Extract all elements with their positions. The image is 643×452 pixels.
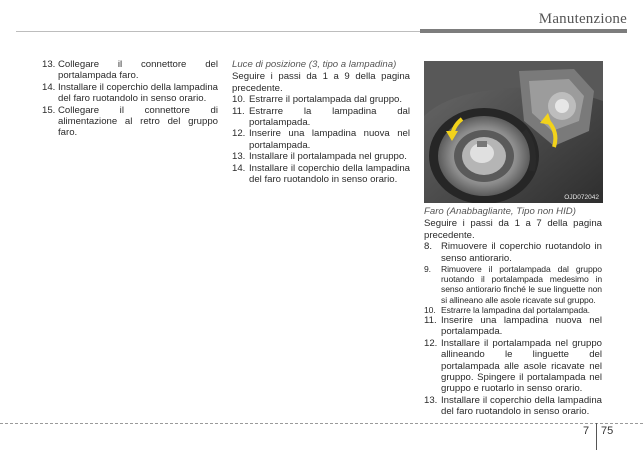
step-text: Estrarre la lampadina dal portalampada. [441, 304, 590, 315]
header-accent-bar [420, 29, 627, 33]
step-number: 13. [42, 59, 56, 70]
step-text: Installare il portalampada nel gruppo allineando le linguette del portalampada alle asole ricavate nel gruppo. Spingere il portalampada nel gruppo e ruotarlo in senso orario. [441, 337, 602, 395]
list-item [424, 241, 602, 264]
step-number: 11. [232, 105, 245, 117]
step-number: 8. [424, 241, 433, 253]
step-number: 10. [424, 304, 436, 315]
step-text: Rimuovere il portalampada dal gruppo ruotando il portalampada medesimo in senso antiorario finché le sue linguette non si allineano alle asole ricavate sul gruppo. [441, 264, 602, 305]
step-number: 13. [424, 394, 438, 406]
step-number: 12. [424, 337, 438, 349]
headlamp-photo [424, 61, 603, 203]
list-item [424, 315, 602, 338]
step-number: 14. [232, 162, 246, 174]
step-text: Collegare il connettore di alimentazione al retro del gruppo faro. [58, 104, 218, 139]
step-number: 15. [42, 104, 56, 116]
step-text: Collegare il connettore del portalampada faro. [58, 59, 218, 82]
step-text: Rimuovere il coperchio ruotandolo in senso antiorario. [441, 241, 602, 264]
list-item [42, 82, 218, 105]
step-text: Installare il coperchio della lampadina del faro ruotandolo in senso orario. [249, 162, 410, 186]
section-intro: Seguire i passi da 1 a 9 della pagina precedente. [232, 71, 410, 94]
step-text: Estrarre il portalampada dal gruppo. [249, 94, 403, 106]
step-number: 11. [424, 315, 437, 327]
image-code: OJD072042 [564, 194, 599, 201]
list-item [232, 151, 410, 162]
step-number: 9. [424, 264, 431, 275]
headlamp-illustration [424, 61, 603, 203]
step-text: Installare il portalampada nel gruppo. [249, 151, 407, 163]
section-intro: Seguire i passi da 1 a 7 della pagina precedente. [424, 218, 602, 241]
list-item [424, 264, 602, 305]
section-heading-position-light: Luce di posizione (3, tipo a lampadina) [232, 59, 397, 70]
step-text: Estrarre la lampadina dal portalampada. [249, 105, 410, 129]
step-text: Installare il coperchio della lampadina del faro ruotandolo in senso orario. [58, 81, 218, 105]
list-item [232, 163, 410, 186]
step-text: Inserire una lampadina nuova nel portalampada. [441, 315, 602, 338]
list-item [232, 128, 410, 151]
step-number: 13. [232, 151, 246, 163]
footer-divider [0, 423, 643, 424]
step-text: Inserire una lampadina nuova nel portalampada. [249, 128, 410, 151]
list-item [424, 395, 602, 418]
page-number: 75 [601, 425, 614, 437]
step-number: 12. [232, 128, 246, 140]
column-1 [42, 59, 218, 139]
step-number: 10. [232, 94, 246, 106]
section-heading-headlamp: Faro (Anabbagliante, Tipo non HID) [424, 206, 576, 217]
list-item [232, 106, 410, 129]
column-2 [232, 59, 410, 185]
chapter-number: 7 [583, 425, 590, 437]
list-item [42, 59, 218, 82]
list-item [424, 338, 602, 395]
page-number-separator [596, 423, 597, 450]
column-3 [424, 206, 602, 418]
step-number: 14. [42, 81, 56, 93]
list-item [424, 305, 602, 315]
list-item [232, 94, 410, 105]
list-item [42, 105, 218, 139]
page-header-title: Manutenzione [538, 11, 627, 27]
step-text: Installare il coperchio della lampadina del faro ruotandolo in senso orario. [441, 394, 602, 418]
